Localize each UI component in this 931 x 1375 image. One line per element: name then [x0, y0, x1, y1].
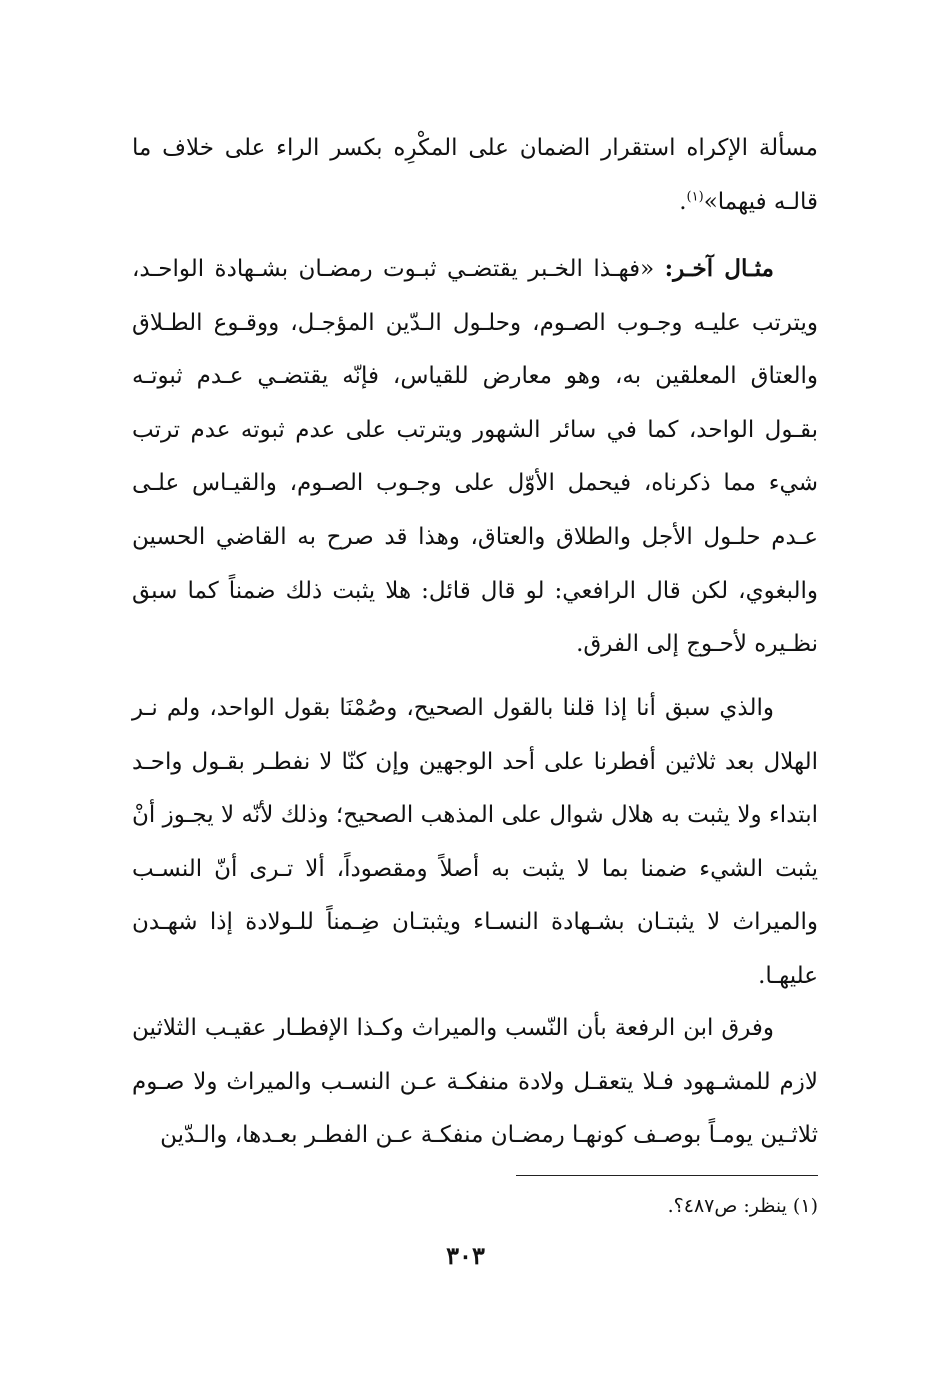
paragraph-4-text: وفرق ابن الرفعة بأن النّسب والميراث وكـذا الإفطـار عقيـب الثلاثين لازم للمشـهود فـلا يتعقـل ولادة منفكـة عـن النسـب والميراث ولا صـوم ثلاثـين يومـاً بوصـف كونهـا رمضـان منفكـة عـن الفطـر بعـدها، والـدّين — [132, 1015, 818, 1149]
footnote-text: (١) ينظر: ص٤٨٧؟. — [667, 1195, 818, 1217]
paragraph-2-text: «فهـذا الخـبر يقتضـي ثبـوت رمضـان بشـهادة الواحـد، ويترتب عليـه وجـوب الصـوم، وحلـول الـدّين المؤجـل، ووقـوع الطـلاق والعتاق المعلقين به، وهو معارض للقياس، فإنّه يقتضـي عـدم ثبوتـه بقـول الواحد، كما في سائر الشهور ويترتب على عدم ثبوته عدم ترتب شيء مما ذكرناه، فيحمل الأوّل على وجـوب الصـوم، والقيـاس علـى عـدم حلـول الأجل والطلاق والعتاق، وهذا قد صرح به القاضي الحسين والبغوي، لكن قال الرافعي: لو قال قائل: هلا يثبت ذلك ضمناً كما سبق نظـيره لأحـوج إلى الفرق. — [132, 256, 819, 658]
paragraph-3-text: والذي سبق أنا إذا قلنا بالقول الصحيح، وصُمْنَا بقول الواحد، ولم نـر الهلال بعد ثلاثين أفطرنا على أحد الوجهين وإن كنّا لا نفطـر بقـول واحـد ابتداء ولا يثبت به هلال شوال على المذهب الصحيح؛ وذلك لأنّه لا يجـوز أنْ يثبت الشيء ضمنا بما لا يثبت به أصلاً ومقصوداً، ألا تـرى أنّ النسـب والميراث لا يثبتـان بشـهادة النسـاء ويثبتـان ضِـمناً للـولادة إذا شهـدن عليهـا. — [132, 695, 818, 989]
page-number: ٣٠٣ — [446, 1241, 485, 1270]
paragraph-1-end: . — [679, 188, 687, 215]
paragraph-example — [132, 242, 818, 672]
footnote-divider — [516, 1175, 818, 1176]
example-label: مثـال آخـر: — [664, 255, 774, 282]
paragraph-continuation — [132, 122, 818, 229]
footnote — [132, 1190, 818, 1222]
paragraph-1-text: مسألة الإكراه استقرار الضمان على المكْرِه بكسر الراء على خلاف ما قالـه فيهما» — [132, 135, 818, 215]
paragraph-explanation — [132, 682, 818, 1004]
footnote-reference[interactable]: (١) — [686, 188, 704, 204]
paragraph-distinction — [132, 1002, 818, 1163]
